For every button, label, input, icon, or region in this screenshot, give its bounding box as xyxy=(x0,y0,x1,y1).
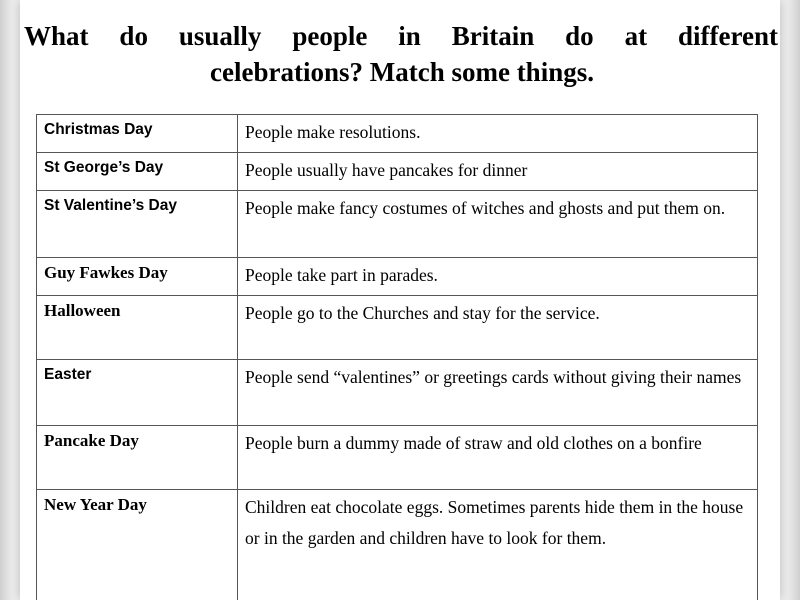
celebration-cell: St Valentine’s Day xyxy=(37,191,238,258)
celebration-cell: New Year Day xyxy=(37,490,238,600)
title-line-1: What do usually people in Britain do at different xyxy=(24,21,778,51)
activity-cell: People make fancy costumes of witches and ghosts and put them on. xyxy=(238,191,758,258)
table-row xyxy=(37,360,758,426)
activity-cell: People take part in parades. xyxy=(238,258,758,296)
celebration-cell: Guy Fawkes Day xyxy=(37,258,238,296)
table-row xyxy=(37,153,758,191)
table-row xyxy=(37,426,758,490)
activity-cell: People make resolutions. xyxy=(238,115,758,153)
table-row xyxy=(37,115,758,153)
activity-cell: People send “valentines” or greetings cards without giving their names xyxy=(238,360,758,426)
table-row xyxy=(37,296,758,360)
page-title xyxy=(0,18,800,90)
activity-cell: People burn a dummy made of straw and old clothes on a bonfire xyxy=(238,426,758,490)
table-row xyxy=(37,258,758,296)
celebration-cell: Halloween xyxy=(37,296,238,360)
celebration-cell: Pancake Day xyxy=(37,426,238,490)
table-row xyxy=(37,490,758,600)
matching-table xyxy=(36,114,758,600)
celebration-cell: Easter xyxy=(37,360,238,426)
title-line-2: celebrations? Match some things. xyxy=(210,57,594,87)
activity-cell: People usually have pancakes for dinner xyxy=(238,153,758,191)
celebration-cell: Christmas Day xyxy=(37,115,238,153)
celebration-cell: St George’s Day xyxy=(37,153,238,191)
table-row xyxy=(37,191,758,258)
activity-cell: People go to the Churches and stay for the service. xyxy=(238,296,758,360)
activity-cell: Children eat chocolate eggs. Sometimes parents hide them in the house or in the garden and children have to look for them. xyxy=(238,490,758,600)
